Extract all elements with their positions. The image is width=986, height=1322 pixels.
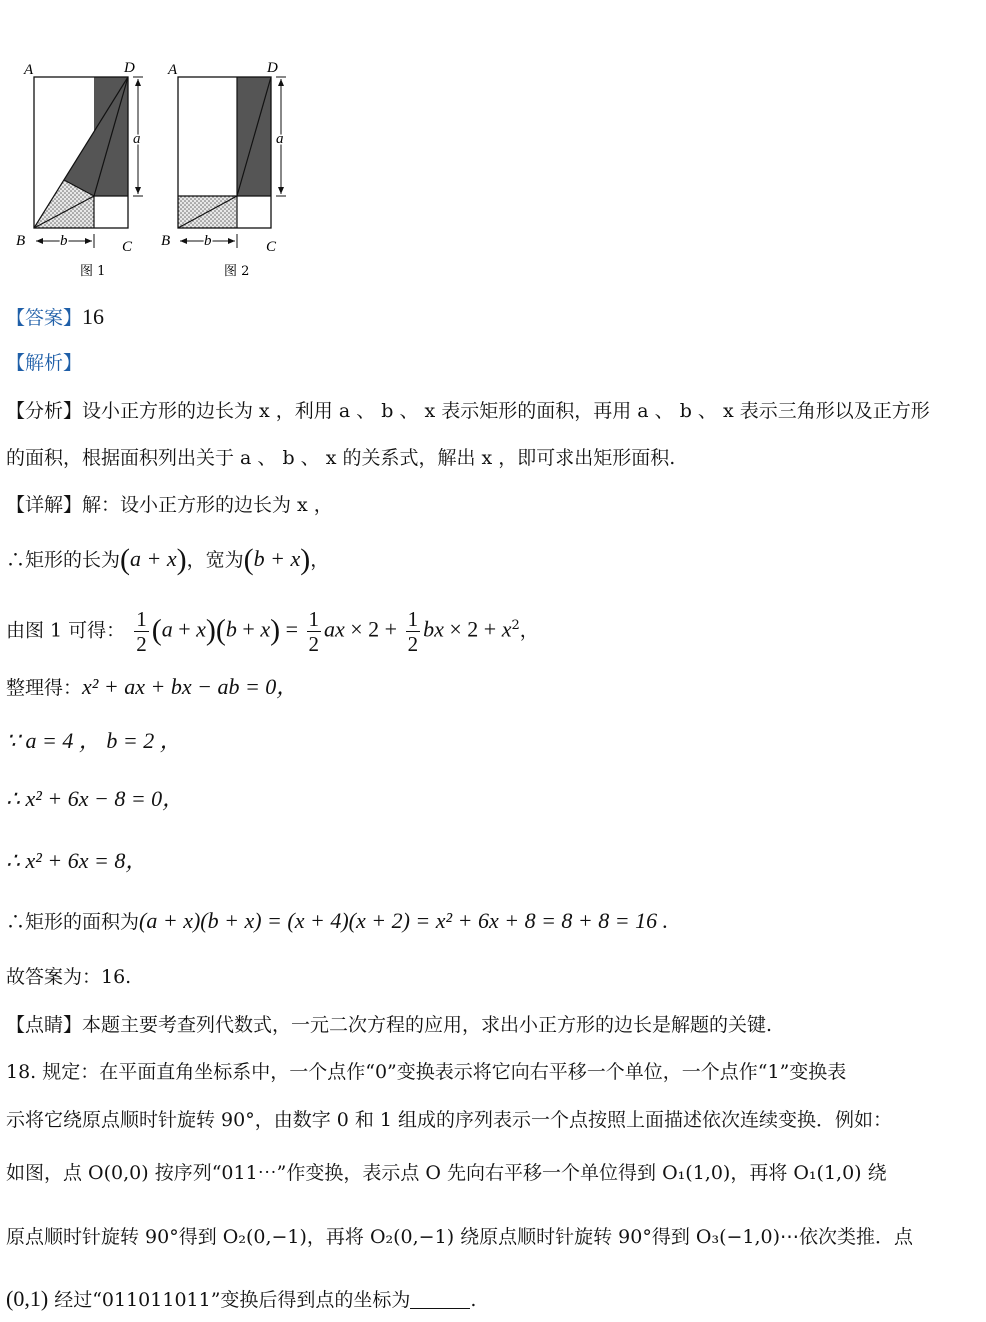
figure-1 [16, 60, 143, 279]
q18-start-point: (0,1) [6, 1286, 49, 1311]
fenxi-text-2: 的面积，根据面积列出关于 a 、 b 、 x 的关系式，解出 x ，即可求出矩形面积. [6, 447, 676, 469]
xiangjie-line [6, 490, 978, 520]
q18-line-4 [6, 1222, 978, 1252]
fenxi-line-1 [6, 396, 978, 426]
analysis-heading [6, 348, 978, 378]
step-8-text: 故答案为：16. [6, 966, 132, 988]
label-A-fig2: A [168, 62, 178, 78]
step-7 [6, 906, 978, 937]
step-1: ∴矩形的长为(a + x)，宽为(b + x)， [6, 543, 330, 576]
rect-width: b + x [253, 546, 301, 571]
q18-text-4: 原点顺时针旋转 90°得到 O₂(0,−1)，再将 O₂(0,−1) 绕原点顺时针旋转 90°得到 O₃(−1,0)⋯依次类推．点 [6, 1226, 914, 1248]
dianjing-line [6, 1010, 978, 1040]
dianjing-tag: 【点睛】 [6, 1014, 83, 1036]
xiangjie-tag: 【详解】 [6, 494, 83, 516]
step-8 [6, 962, 978, 992]
label-A-fig1: A [24, 62, 34, 78]
q18-text-5: 经过“011011011”变换后得到点的坐标为 [48, 1289, 411, 1311]
label-C-fig2: C [266, 239, 277, 255]
step-4-text: ∵ a = 4 ， b = 2 ， [6, 728, 182, 753]
label-b-fig2: b [204, 233, 212, 249]
step-1-mid: ，宽为 [186, 549, 244, 571]
label-C-fig1: C [122, 239, 133, 255]
label-B-fig1: B [16, 233, 26, 249]
step-4 [6, 726, 978, 757]
q18-text-2: 示将它绕原点顺时针旋转 90°，由数字 0 和 1 组成的序列表示一个点按照上面描述依次连续变换．例如： [6, 1109, 893, 1131]
q18-line-2 [6, 1105, 978, 1135]
q18-line-5 [6, 1284, 978, 1315]
caption-fig2: 图 2 [224, 264, 250, 279]
step-6 [6, 846, 978, 877]
q18-line-3 [6, 1158, 978, 1188]
answer-blank[interactable] [410, 1288, 470, 1309]
figure-2 [161, 60, 286, 279]
analysis-tag: 【解析】 [6, 352, 83, 374]
step-5 [6, 784, 978, 815]
caption-fig1: 图 1 [80, 264, 106, 279]
label-b-fig1: b [60, 233, 68, 249]
step-2: 由图 1 可得： $\frac{1}{2}$ (a + x)(b + x) = $\frac{1}{2}$ ax × 2 + $\frac{1}{2}$ bx × $2 + x^2$， [6, 606, 539, 656]
q18-end: . [470, 1289, 477, 1311]
step-7-equation: (a + x)(b + x) = (x + 4)(x + 2) = x² + 6x + 8 = 8 + 8 = 16 . [139, 908, 669, 933]
q18-text-3: 如图，点 O(0,0) 按序列“011⋯”作变换，表示点 O 先向右平移一个单位得到 O₁(1,0)，再将 O₁(1,0) 绕 [6, 1162, 887, 1184]
label-B-fig2: B [161, 233, 171, 249]
xiangjie-text: 解：设小正方形的边长为 x ， [82, 494, 333, 516]
step-3 [6, 672, 978, 703]
step-6-text: ∴ x² + 6x = 8， [6, 848, 148, 873]
fenxi-line-2 [6, 443, 978, 473]
answer-value: 16 [82, 304, 105, 329]
step-7-prefix: ∴矩形的面积为 [6, 911, 140, 933]
q18-text-1: 18. 规定：在平面直角坐标系中，一个点作“0”变换表示将它向右平移一个单位，一个点作“1”变换表 [6, 1061, 847, 1083]
step-3-equation: x² + ax + bx − ab = 0， [82, 674, 299, 699]
label-a-fig1: a [133, 131, 141, 147]
geometry-figures [8, 0, 308, 285]
step-3-prefix: 整理得： [6, 677, 83, 699]
step-2-prefix: 由图 1 可得： [6, 619, 126, 642]
q18-line-1 [6, 1057, 978, 1087]
step-1-prefix: ∴矩形的长为 [6, 549, 121, 571]
step-5-text: ∴ x² + 6x − 8 = 0， [6, 786, 185, 811]
step-1-end: ， [310, 549, 330, 571]
label-a-fig2: a [276, 131, 284, 147]
answer-line [6, 302, 978, 333]
dianjing-text: 本题主要考查列代数式，一元二次方程的应用，求出小正方形的边长是解题的关键. [82, 1014, 773, 1036]
fenxi-tag: 【分析】 [6, 400, 83, 422]
fenxi-text-1: 设小正方形的边长为 x ，利用 a 、 b 、 x 表示矩形的面积，再用 a 、 b 、 x 表示三角形以及正方形 [82, 400, 930, 422]
label-D-fig2: D [267, 60, 278, 76]
rect-length: a + x [130, 546, 177, 571]
answer-tag: 【答案】 [6, 307, 83, 329]
label-D-fig1: D [124, 60, 135, 76]
